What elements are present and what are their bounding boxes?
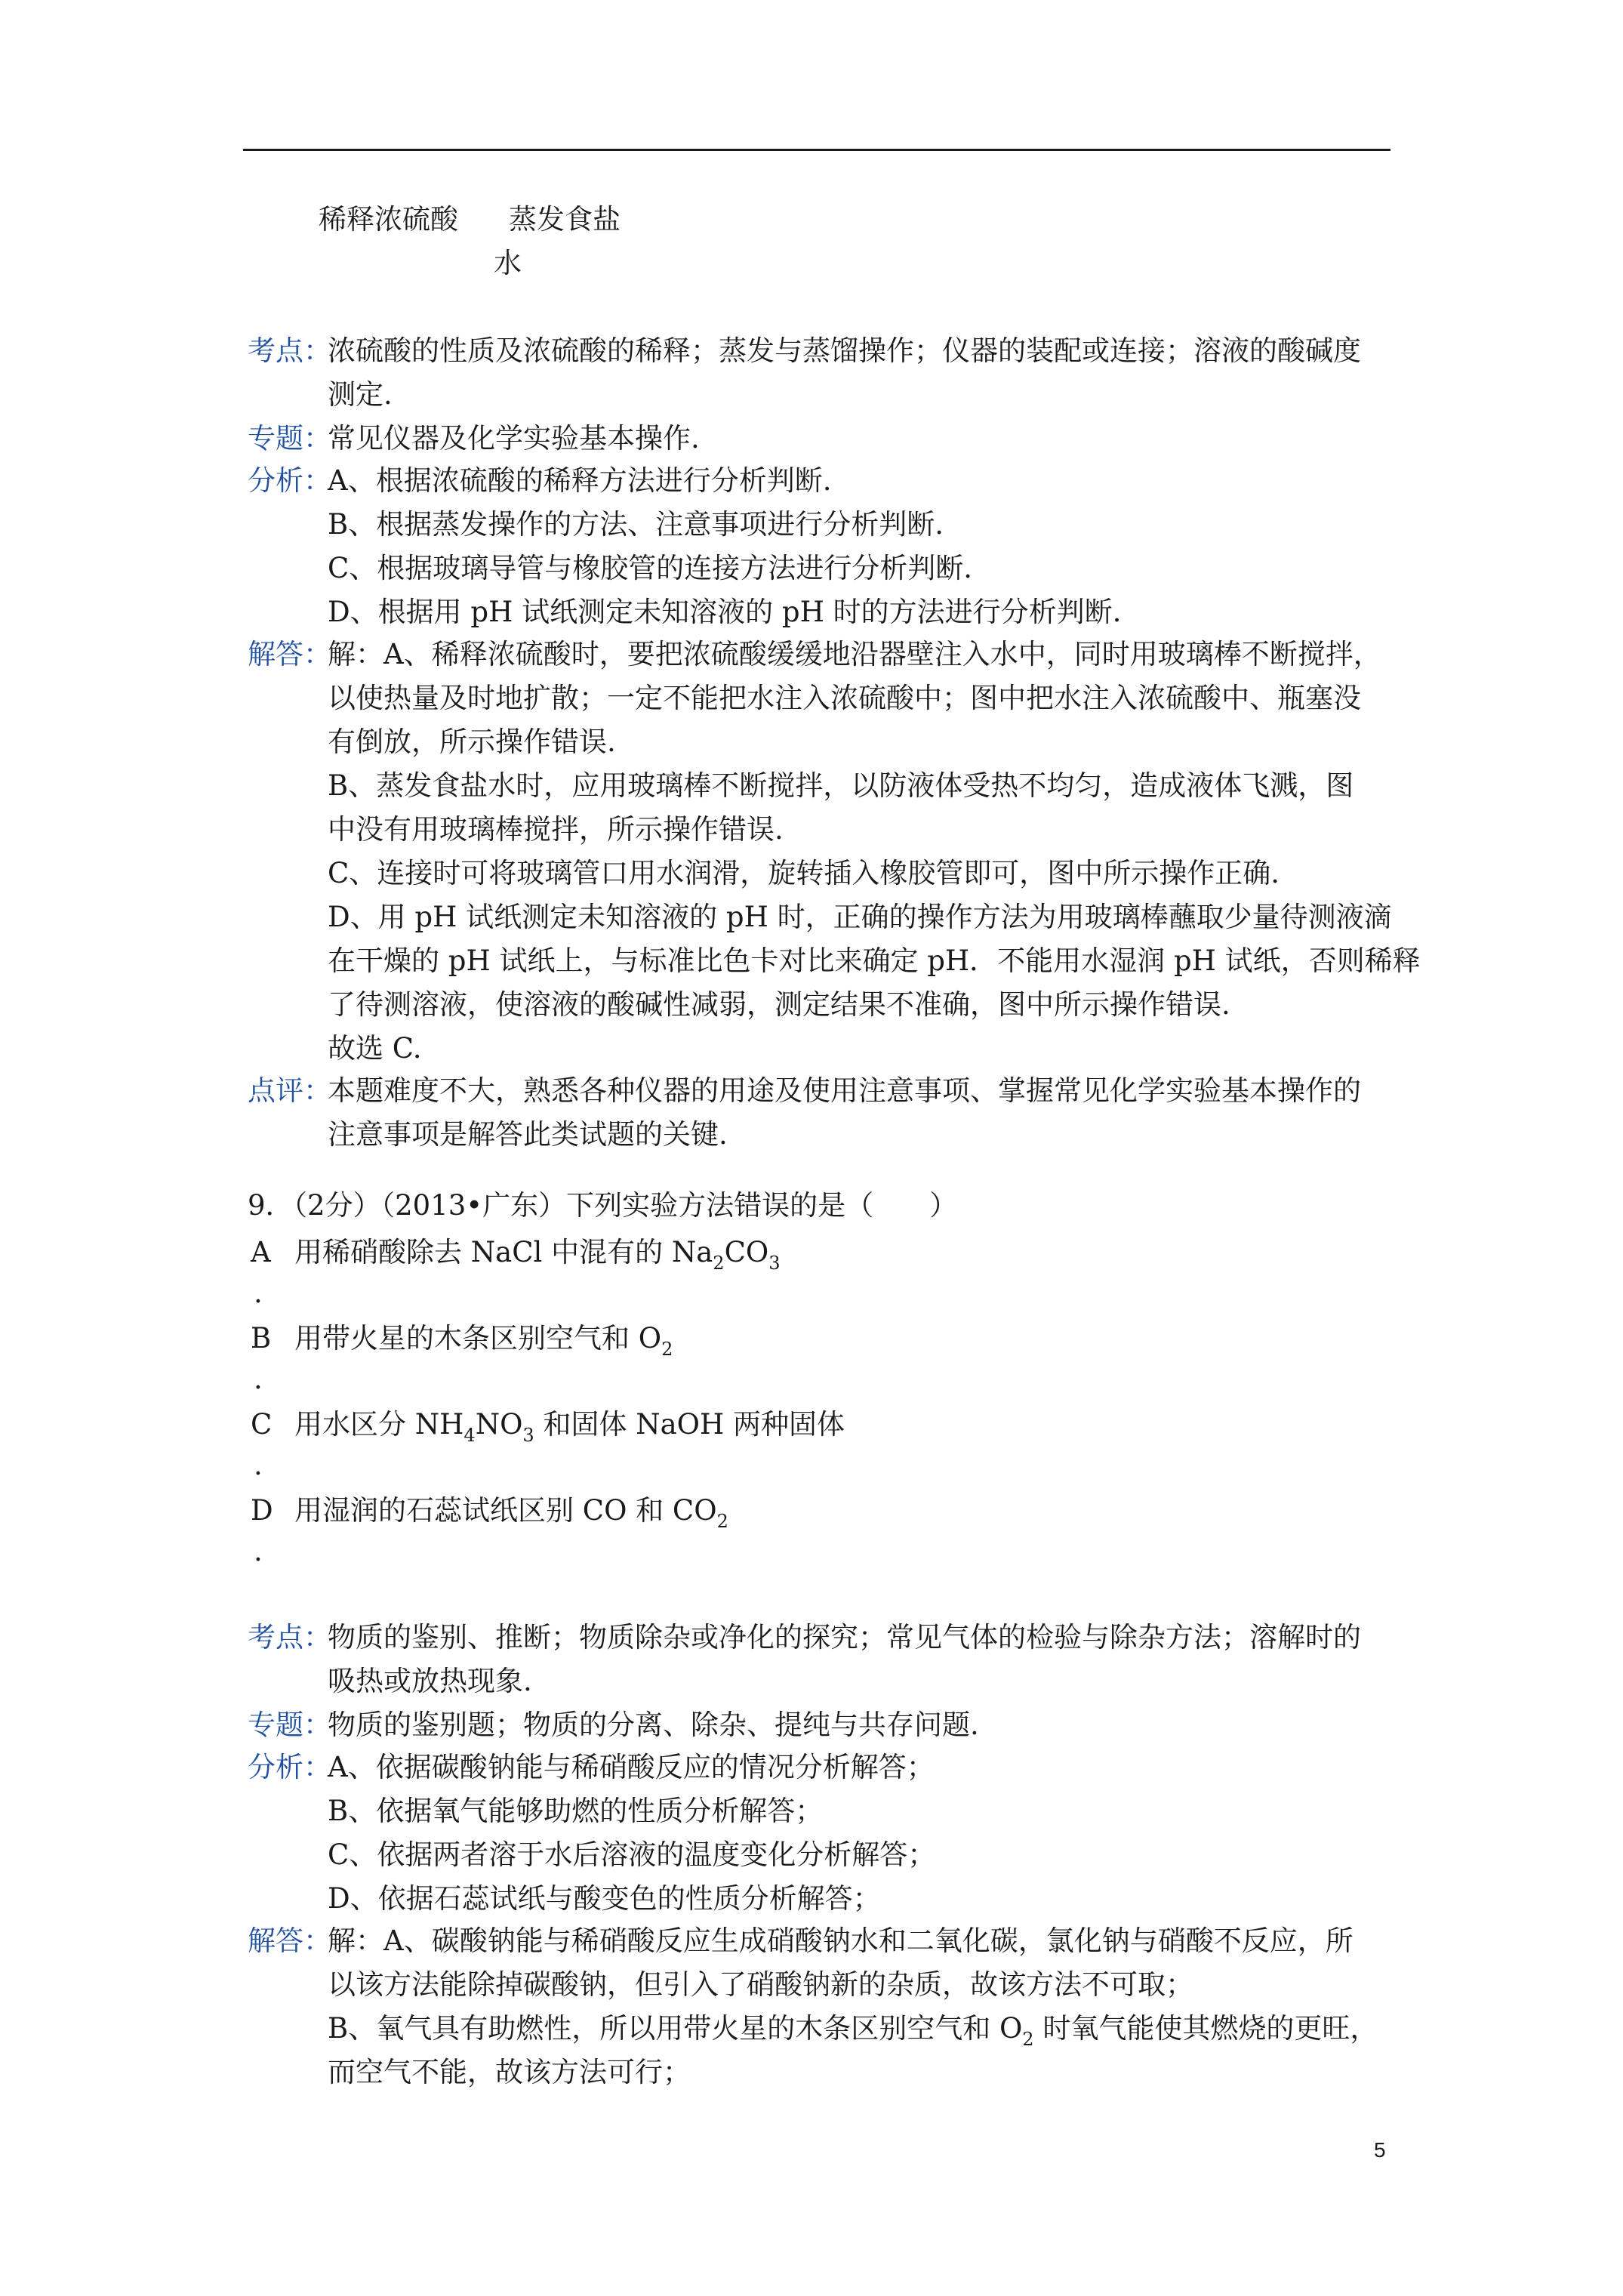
q9-option-c-letter: C	[251, 1408, 273, 1441]
q9-kaodian-label: 考点：	[248, 1621, 331, 1653]
q8-dianping-line1: 本题难度不大，熟悉各种仪器的用途及使用注意事项、掌握常见化学实验基本操作的	[328, 1074, 1361, 1107]
q8-jieda-line: 在干燥的 pH 试纸上，与标准比色卡对比来确定 pH．不能用水湿润 pH 试纸，否则稀释	[328, 945, 1421, 977]
q8-jieda-label: 解答：	[248, 638, 331, 670]
q9-fenxi-d: D、依据石蕊试纸与酸变色的性质分析解答；	[328, 1882, 881, 1915]
q8-dianping-label: 点评：	[248, 1074, 331, 1107]
q9-kaodian-line1: 物质的鉴别、推断；物质除杂或净化的探究；常见气体的检验与除杂方法；溶解时的	[328, 1621, 1361, 1653]
q9-option-a-text: 用稀硝酸除去 NaCl 中混有的 $Na_2CO_3$	[294, 1236, 781, 1274]
q8-zhuanti-label: 专题：	[248, 422, 331, 455]
figure-caption-evaporate-2: 水	[494, 247, 522, 279]
q8-fenxi-c: C、根据玻璃导管与橡胶管的连接方法进行分析判断.	[328, 552, 973, 584]
q9-jieda-line2: 以该方法能除掉碳酸钠，但引入了硝酸钠新的杂质，故该方法不可取；	[328, 1968, 1193, 2001]
q9-zhuanti-label: 专题：	[248, 1709, 331, 1741]
q9-fenxi-b: B、依据氧气能够助燃的性质分析解答；	[328, 1795, 824, 1827]
q8-jieda-line: 有倒放，所示操作错误.	[328, 726, 616, 758]
q9-option-d-text: 用湿润的石蕊试纸区别 CO 和 $CO_2$	[294, 1494, 728, 1532]
page-number: 5	[1374, 2138, 1386, 2162]
figure-caption-evaporate: 蒸发食盐	[509, 203, 621, 236]
q9-fenxi-label: 分析：	[248, 1751, 331, 1783]
q9-jieda-line1: 解：A、碳酸钠能与稀硝酸反应生成硝酸钠水和二氧化碳，氯化钠与硝酸不反应，所	[328, 1925, 1354, 1957]
q8-fenxi-b: B、根据蒸发操作的方法、注意事项进行分析判断.	[328, 508, 944, 541]
q8-jieda-line: 中没有用玻璃棒搅拌，所示操作错误.	[328, 813, 784, 846]
q9-option-a-dot: .	[254, 1277, 263, 1309]
q9-fenxi-c: C、依据两者溶于水后溶液的温度变化分析解答；	[328, 1838, 936, 1871]
q8-jieda-line: 了待测溶液，使溶液的酸碱性减弱，测定结果不准确，图中所示操作错误.	[328, 988, 1230, 1021]
q9-option-d-letter: D	[251, 1494, 273, 1527]
q9-option-d-dot: .	[254, 1535, 263, 1567]
q9-option-a-letter: A	[251, 1236, 271, 1268]
q9-option-c-dot: .	[254, 1449, 263, 1481]
q9-option-b-dot: .	[254, 1363, 263, 1395]
q9-kaodian-line2: 吸热或放热现象.	[328, 1665, 532, 1697]
q9-stem: 9．（2分）（2013•广东）下列实验方法错误的是（ ）	[248, 1189, 958, 1222]
q8-fenxi-a: A、根据浓硫酸的稀释方法进行分析判断.	[328, 464, 832, 497]
q9-option-b-text: 用带火星的木条区别空气和 $O_2$	[294, 1322, 673, 1360]
figure-caption-dilute: 稀释浓硫酸	[319, 203, 458, 236]
q8-kaodian-line2: 测定.	[328, 378, 393, 411]
q9-jieda-label: 解答：	[248, 1925, 331, 1957]
q8-jieda-line: 解：A、稀释浓硫酸时，要把浓硫酸缓缓地沿器壁注入水中，同时用玻璃棒不断搅拌，	[328, 638, 1381, 670]
q9-option-c-text: 用水区分 $NH_4NO_3$ 和固体 NaOH 两种固体	[294, 1408, 845, 1446]
q9-zhuanti: 物质的鉴别题；物质的分离、除杂、提纯与共存问题.	[328, 1709, 979, 1741]
q8-jieda-line: D、用 pH 试纸测定未知溶液的 pH 时，正确的操作方法为用玻璃棒蘸取少量待测液滴	[328, 901, 1392, 933]
q8-jieda-line: C、连接时可将玻璃管口用水润滑，旋转插入橡胶管即可，图中所示操作正确.	[328, 857, 1280, 889]
q8-kaodian-label: 考点：	[248, 334, 331, 367]
q8-zhuanti: 常见仪器及化学实验基本操作.	[328, 422, 700, 455]
q9-option-b-letter: B	[251, 1322, 272, 1354]
q8-jieda-answer: 故选 C.	[328, 1032, 422, 1065]
q9-jieda-line4: 而空气不能，故该方法可行；	[328, 2056, 691, 2088]
q9-fenxi-a: A、依据碳酸钠能与稀硝酸反应的情况分析解答；	[328, 1751, 935, 1783]
q8-dianping-line2: 注意事项是解答此类试题的关键.	[328, 1118, 728, 1151]
q8-jieda-line: 以使热量及时地扩散；一定不能把水注入浓硫酸中；图中把水注入浓硫酸中、瓶塞没	[328, 682, 1361, 714]
q8-jieda-line: B、蒸发食盐水时，应用玻璃棒不断搅拌，以防液体受热不均匀，造成液体飞溅，图	[328, 769, 1354, 802]
q8-fenxi-d: D、根据用 pH 试纸测定未知溶液的 pH 时的方法进行分析判断.	[328, 596, 1122, 628]
q9-jieda-line3: B、氧气具有助燃性，所以用带火星的木条区别空气和 $O_2$ 时氧气能使其燃烧的更旺，	[328, 2012, 1378, 2050]
header-rule	[243, 149, 1390, 151]
q8-fenxi-label: 分析：	[248, 464, 331, 497]
q8-kaodian-line1: 浓硫酸的性质及浓硫酸的稀释；蒸发与蒸馏操作；仪器的装配或连接；溶液的酸碱度	[328, 334, 1361, 367]
